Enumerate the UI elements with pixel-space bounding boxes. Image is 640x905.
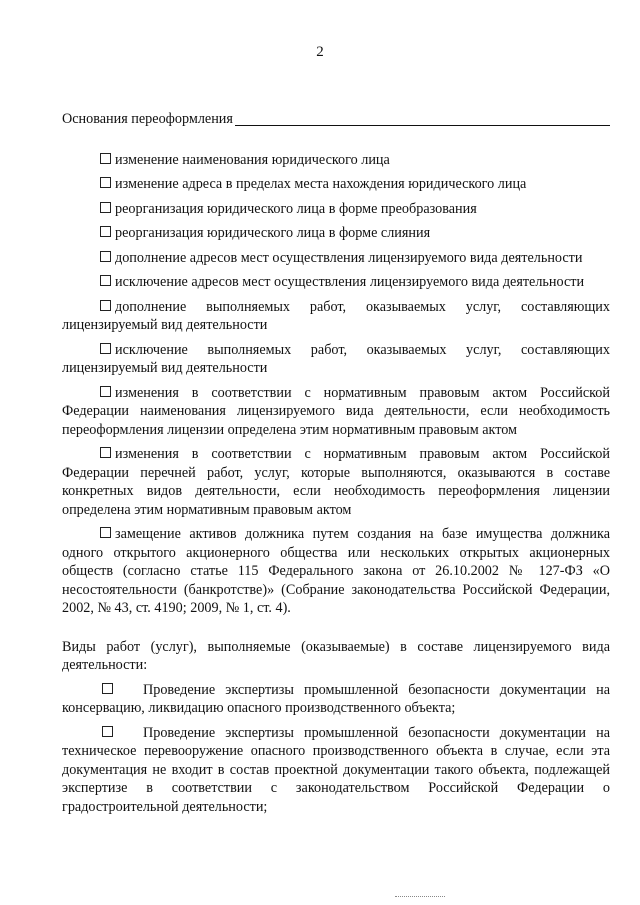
option-label: дополнение выполняемых работ, оказываемых услуг, составляющих лицензируемый вид деятельности bbox=[62, 298, 610, 333]
document-body bbox=[62, 110, 610, 816]
option-remove-works bbox=[62, 341, 610, 378]
checkbox[interactable] bbox=[100, 202, 111, 213]
checkbox[interactable] bbox=[100, 226, 111, 237]
checkbox[interactable] bbox=[102, 726, 113, 737]
option-add-works bbox=[62, 298, 610, 335]
checkbox[interactable] bbox=[100, 251, 111, 262]
checkbox[interactable] bbox=[100, 153, 111, 164]
checkbox[interactable] bbox=[100, 343, 111, 354]
option-reorg-merge bbox=[62, 224, 610, 243]
checkbox[interactable] bbox=[100, 527, 111, 538]
option-label: изменение адреса в пределах места нахождения юридического лица bbox=[115, 176, 527, 192]
works-heading: Виды работ (услуг), выполняемые (оказываемые) в составе лицензируемого вида деятельности: bbox=[62, 638, 610, 673]
grounds-heading bbox=[62, 110, 610, 129]
checkbox[interactable] bbox=[100, 386, 111, 397]
checkbox[interactable] bbox=[100, 447, 111, 458]
grounds-heading-text: Основания переоформления bbox=[62, 111, 233, 127]
option-label: замещение активов должника путем создания на базе имущества должника одного открытого акционерного общества или нескольких открытых акционерных обществ (согласно статье 115 Федерального закона от 26.10.2002 № 127-ФЗ «О несостоятельности (банкротстве)» (Собрание законодательства Российской Федерации, 2002, № 43, ст. 4190; 2009, № 1, ст. 4). bbox=[62, 526, 610, 616]
option-asset-substitution bbox=[62, 525, 610, 618]
option-reorg-transform bbox=[62, 200, 610, 219]
checkbox[interactable] bbox=[100, 300, 111, 311]
checkbox[interactable] bbox=[100, 177, 111, 188]
option-label: исключение адресов мест осуществления лицензируемого вида деятельности bbox=[115, 274, 585, 290]
option-works-list-change bbox=[62, 445, 610, 519]
option-activity-name-change bbox=[62, 384, 610, 440]
option-add-addresses bbox=[62, 249, 610, 268]
option-label: дополнение адресов мест осуществления лицензируемого вида деятельности bbox=[115, 249, 583, 266]
work-item-conservation bbox=[62, 681, 610, 718]
page-number: 2 bbox=[316, 44, 324, 60]
option-rename bbox=[62, 151, 610, 170]
option-remove-addresses bbox=[62, 273, 610, 292]
option-address-change bbox=[62, 175, 610, 194]
option-label: изменения в соответствии с нормативным правовым актом Российской Федерации наименования лицензируемого вида деятельности, если необходимость переоформления лицензии определена этим нормативным правовым актом bbox=[62, 384, 610, 438]
option-label: исключение выполняемых работ, оказываемых услуг, составляющих лицензируемый вид деятельности bbox=[62, 341, 610, 376]
work-label: Проведение экспертизы промышленной безопасности документации на техническое перевооружение опасного производственного объекта в случае, если эта документация не входит в состав проектной документации такого объекта, подлежащей экспертизе в соответствии с законодательством Российской Федерации о градостроительной деятельности; bbox=[62, 724, 610, 815]
option-label: изменение наименования юридического лица bbox=[115, 151, 390, 168]
option-label: реорганизация юридического лица в форме слияния bbox=[115, 225, 431, 241]
scan-artifact bbox=[395, 896, 445, 900]
option-label: реорганизация юридического лица в форме преобразования bbox=[115, 200, 477, 217]
checkbox[interactable] bbox=[102, 683, 113, 694]
work-label: Проведение экспертизы промышленной безопасности документации на консервацию, ликвидацию опасного производственного объекта; bbox=[62, 681, 610, 716]
work-item-reequipment bbox=[62, 724, 610, 817]
grounds-heading-underline bbox=[235, 125, 610, 126]
option-label: изменения в соответствии с нормативным правовым актом Российской Федерации перечней работ, услуг, которые выполняются, оказываются в составе конкретных видов деятельности, если необходимость переоформления лицензии определена этим нормативным правовым актом bbox=[62, 446, 610, 518]
checkbox[interactable] bbox=[100, 275, 111, 286]
